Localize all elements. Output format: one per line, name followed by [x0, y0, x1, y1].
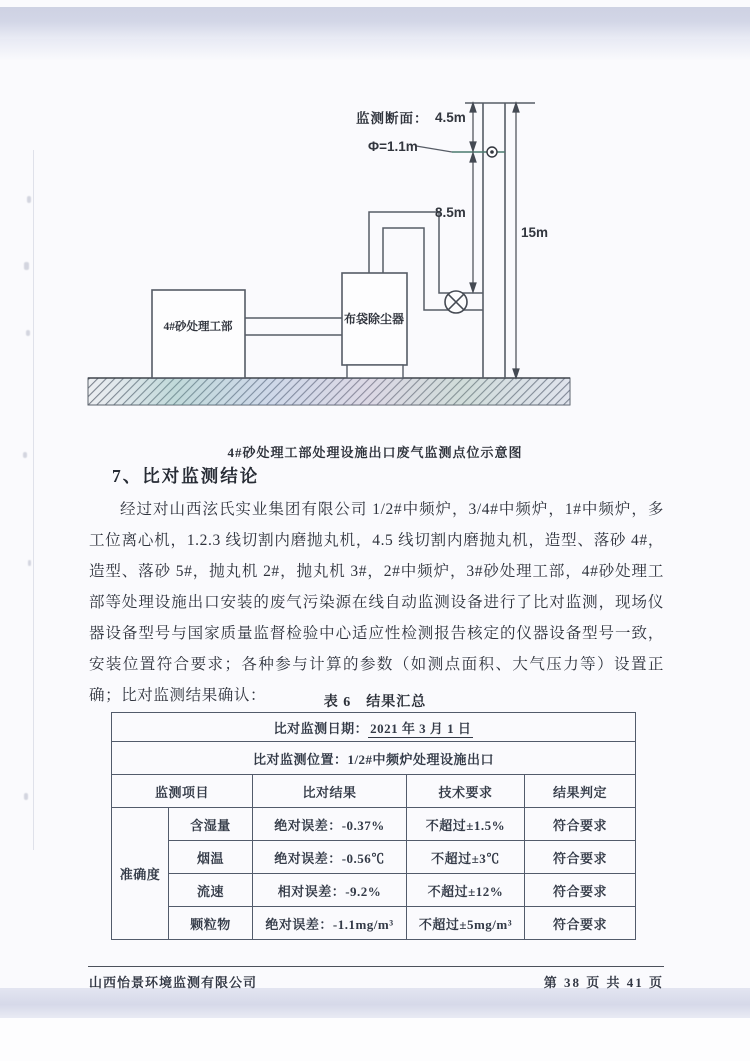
judgement-cell: 符合要求 [525, 907, 636, 940]
scan-edge-bottom-white [0, 1018, 750, 1061]
date-label: 比对监测日期： [273, 720, 369, 736]
monitor-section-label: 监测断面： [356, 111, 429, 126]
table-row [112, 841, 636, 874]
diagram-svg [80, 90, 680, 410]
dim-4-5m-label: 4.5m [435, 110, 466, 125]
table-row [112, 907, 636, 940]
scan-edge-bottom [0, 988, 750, 1018]
table-row [112, 874, 636, 907]
bleed-mark [24, 262, 29, 270]
dim-8-5m-label: 8.5m [435, 205, 466, 220]
leader-line [416, 146, 452, 152]
dim-15m-label: 15m [521, 225, 549, 240]
header-result: 比对结果 [253, 775, 407, 808]
result-cell: 绝对误差：-1.1mg/m³ [253, 907, 407, 940]
requirement-cell: 不超过±5mg/m³ [407, 907, 525, 940]
group-label-cell: 准确度 [112, 808, 169, 940]
dimension-15m [513, 103, 519, 378]
item-cell: 颗粒物 [169, 907, 253, 940]
result-cell: 绝对误差：-0.37% [253, 808, 407, 841]
judgement-cell: 符合要求 [525, 874, 636, 907]
bleed-mark [27, 196, 31, 203]
bag-filter-label: 布袋除尘器 [343, 312, 405, 326]
date-value: 2021 年 3 月 1 日 [370, 720, 472, 736]
footer-company: 山西怡景环境监测有限公司 [89, 975, 258, 990]
table-header-row [112, 775, 636, 808]
result-cell: 绝对误差：-0.56℃ [253, 841, 407, 874]
bag-filter-box [342, 273, 407, 378]
section-heading: 7、比对监测结论 [112, 466, 260, 486]
scan-edge-top [0, 7, 750, 39]
results-table [111, 712, 636, 940]
requirement-cell: 不超过±3℃ [407, 841, 525, 874]
item-cell: 流速 [169, 874, 253, 907]
dimension-8-5m [470, 153, 476, 292]
sampling-port-icon [487, 147, 497, 157]
header-judgement: 结果判定 [525, 775, 636, 808]
scan-left-line [33, 150, 34, 850]
sand-treatment-box [152, 290, 245, 378]
bleed-mark [24, 793, 28, 800]
table-row-date [112, 713, 636, 742]
diameter-label: Φ=1.1m [368, 139, 418, 154]
figure-caption: 4#砂处理工部处理设施出口废气监测点位示意图 [227, 445, 523, 460]
fan-icon [445, 291, 467, 313]
header-item: 监测项目 [112, 775, 253, 808]
header-requirement: 技术要求 [407, 775, 525, 808]
ground-hatch [88, 378, 570, 405]
footer-rule [88, 966, 664, 967]
conclusion-paragraph: 经过对山西泫氏实业集团有限公司 1/2#中频炉，3/4#中频炉，1#中频炉，多工位离心机，1.2.3 线切割内磨抛丸机，4.5 线切割内磨抛丸机，造型、落砂 4#，造型、落砂 5#，抛丸机 2#，抛丸机 3#，2#中频炉，3#砂处理工部，4#砂处理工部等处理设施出口安装的废气污染源在线自动监测设备进行了比对监测，现场仪器设备型号与国家质量监督检验中心适应性检测报告核定的仪器设备型号一致，安装位置符合要求；各种参与计算的参数（如测点面积、大气压力等）设置正确；比对监测结果确认： [89, 501, 664, 704]
result-cell: 相对误差：-9.2% [253, 874, 407, 907]
requirement-cell: 不超过±1.5% [407, 808, 525, 841]
requirement-cell: 不超过±12% [407, 874, 525, 907]
table-row [112, 808, 636, 841]
bleed-mark [28, 560, 31, 566]
item-cell: 烟温 [169, 841, 253, 874]
monitoring-point-diagram [80, 90, 680, 410]
judgement-cell: 符合要求 [525, 841, 636, 874]
table-title: 表 6 结果汇总 [323, 695, 427, 710]
footer-page-number: 第 38 页 共 41 页 [543, 975, 664, 990]
dimension-4-5m [470, 103, 476, 151]
judgement-cell: 符合要求 [525, 808, 636, 841]
sand-treatment-label: 4#砂处理工部 [163, 321, 233, 333]
location-cell: 比对监测位置：1/2#中频炉处理设施出口 [112, 742, 636, 775]
scan-edge-top-fade [0, 39, 750, 61]
bleed-mark [26, 330, 30, 336]
date-cell [112, 713, 636, 742]
item-cell: 含湿量 [169, 808, 253, 841]
table-row-location [112, 742, 636, 775]
